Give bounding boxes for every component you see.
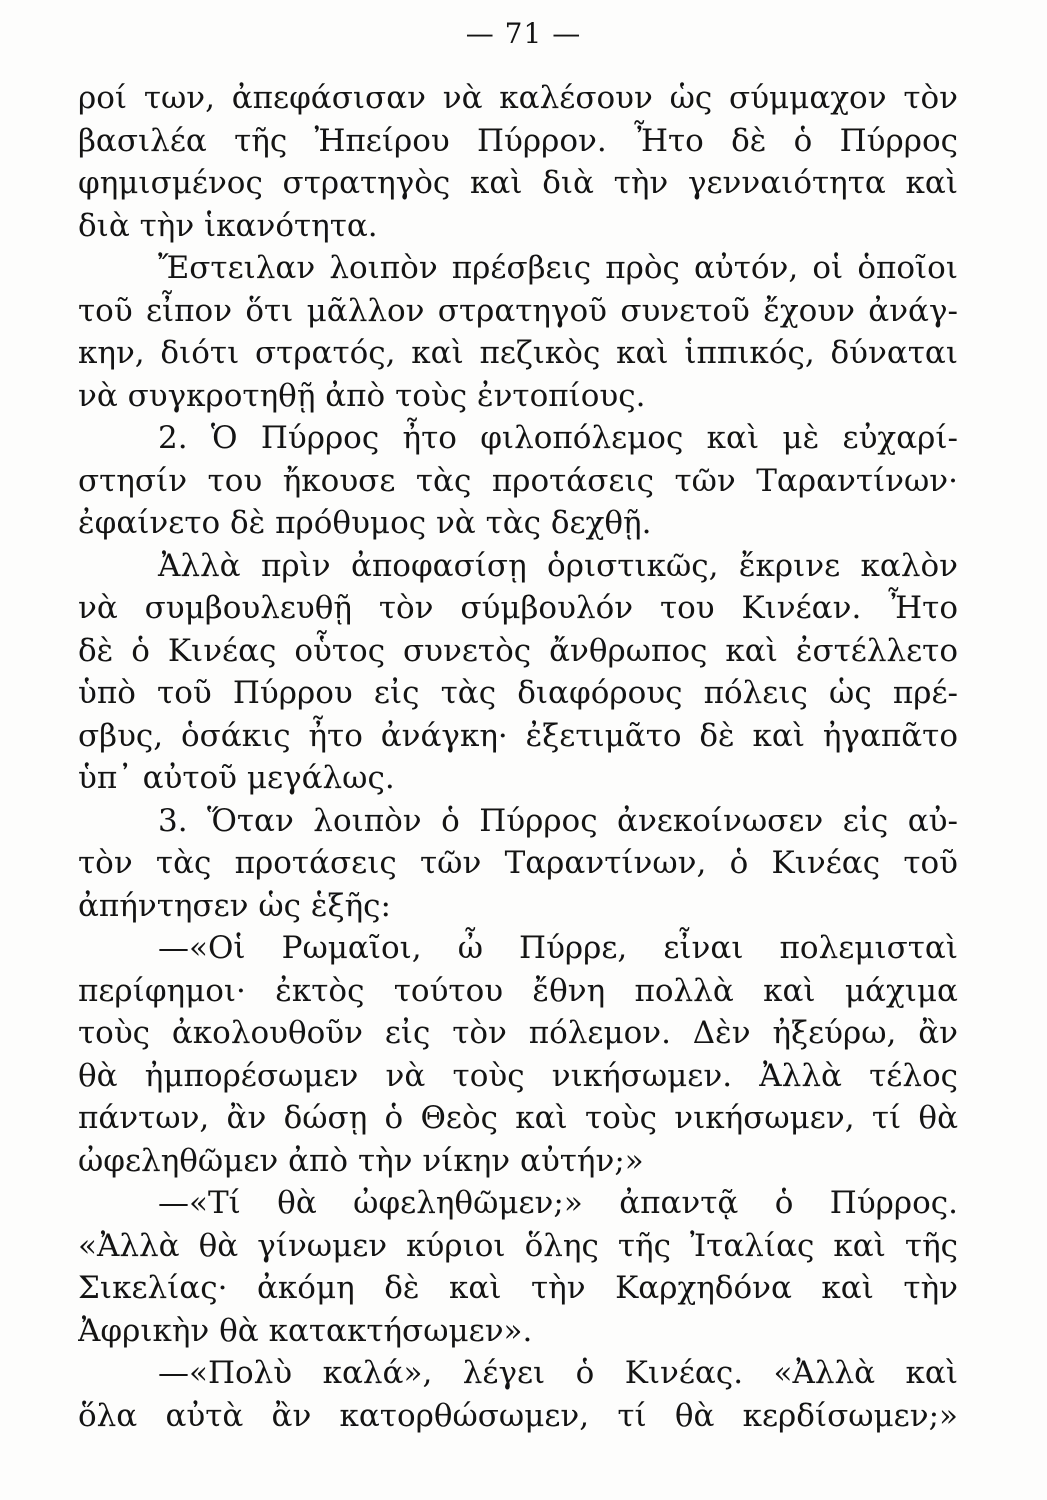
text-line: τὸν τὰς προτάσεις τῶν Ταραντίνων, ὁ Κινέας τοῦ xyxy=(78,845,958,881)
text-line: πάντων, ἂν δώσῃ ὁ Θεὸς καὶ τοὺς νικήσωμεν, τί θὰ xyxy=(78,1100,958,1136)
text-line: νὰ συγκροτηθῇ ἀπὸ τοὺς ἐντοπίους. xyxy=(78,377,646,414)
text-line: στησίν του ἤκουσε τὰς προτάσεις τῶν Ταραντίνων· xyxy=(78,462,958,499)
text-line: δὲ ὁ Κινέας οὗτος συνετὸς ἄνθρωπος καὶ ἐστέλλετο xyxy=(78,632,958,669)
text-line: —«Τί θὰ ὠφεληθῶμεν;» ἀπαντᾷ ὁ Πύρρος. xyxy=(158,1185,958,1221)
text-line: ὑπ᾿ αὐτοῦ μεγάλως. xyxy=(78,760,395,796)
text-line: τοῦ εἶπον ὅτι μᾶλλον στρατηγοῦ συνετοῦ ἔχουν ἀνάγ- xyxy=(78,292,958,329)
text-line: Ἔστειλαν λοιπὸν πρέσβεις πρὸς αὐτόν, οἱ ὁποῖοι xyxy=(158,250,958,286)
page-number: — 71 — xyxy=(465,17,582,50)
text-line: ὠφεληθῶμεν ἀπὸ τὴν νίκην αὐτήν;» xyxy=(78,1142,644,1179)
text-line: διὰ τὴν ἱκανότητα. xyxy=(78,207,378,244)
text-line: τοὺς ἀκολουθοῦν εἰς τὸν πόλεμον. Δὲν ἠξεύρω, ἂν xyxy=(78,1015,958,1051)
text-line: ἐφαίνετο δὲ πρόθυμος νὰ τὰς δεχθῇ. xyxy=(78,505,652,541)
text-line: 2. Ὁ Πύρρος ἦτο φιλοπόλεμος καὶ μὲ εὐχαρί- xyxy=(158,420,958,456)
text-line: περίφημοι· ἐκτὸς τούτου ἔθνη πολλὰ καὶ μάχιμα xyxy=(78,972,958,1009)
text-line: ὅλα αὐτὰ ἂν κατορθώσωμεν, τί θὰ κερδίσωμεν;» xyxy=(78,1397,958,1434)
text-line: Ἀλλὰ πρὶν ἀποφασίσῃ ὁριστικῶς, ἔκρινε καλὸν xyxy=(158,547,958,584)
text-line: φημισμένος στρατηγὸς καὶ διὰ τὴν γενναιότητα καὶ xyxy=(78,165,958,201)
text-line: «Ἀλλὰ θὰ γίνωμεν κύριοι ὅλης τῆς Ἰταλίας καὶ τῆς xyxy=(78,1227,958,1264)
text-line: Ἀφρικὴν θὰ κατακτήσωμεν». xyxy=(78,1312,533,1349)
text-line: ὑπὸ τοῦ Πύρρου εἰς τὰς διαφόρους πόλεις ὡς πρέ- xyxy=(78,675,958,711)
text-line: νὰ συμβουλευθῇ τὸν σύμβουλόν του Κινέαν. Ἦτο xyxy=(78,590,958,626)
text-line: 3. Ὅταν λοιπὸν ὁ Πύρρος ἀνεκοίνωσεν εἰς αὐ- xyxy=(158,802,958,839)
text-line: ροί των, ἀπεφάσισαν νὰ καλέσουν ὡς σύμμαχον τὸν xyxy=(78,80,958,116)
text-line: —«Οἱ Ρωμαῖοι, ὦ Πύρρε, εἶναι πολεμισταὶ xyxy=(158,930,958,966)
text-line: ἀπήντησεν ὡς ἑξῆς: xyxy=(78,887,391,924)
text-line: —«Πολὺ καλά», λέγει ὁ Κινέας. «Ἀλλὰ καὶ xyxy=(158,1355,958,1391)
body-text xyxy=(78,77,958,1437)
text-line: βασιλέα τῆς Ἠπείρου Πύρρον. Ἦτο δὲ ὁ Πύρρος xyxy=(78,122,958,159)
text-line: θὰ ἠμπορέσωμεν νὰ τοὺς νικήσωμεν. Ἀλλὰ τέλος xyxy=(78,1057,958,1094)
text-line: Σικελίας· ἀκόμη δὲ καὶ τὴν Καρχηδόνα καὶ τὴν xyxy=(78,1270,958,1306)
text-line: κην, διότι στρατός, καὶ πεζικὸς καὶ ἱππικός, δύναται xyxy=(78,335,958,371)
text-line: σβυς, ὁσάκις ἦτο ἀνάγκη· ἐξετιμᾶτο δὲ καὶ ἠγαπᾶτο xyxy=(78,717,958,754)
